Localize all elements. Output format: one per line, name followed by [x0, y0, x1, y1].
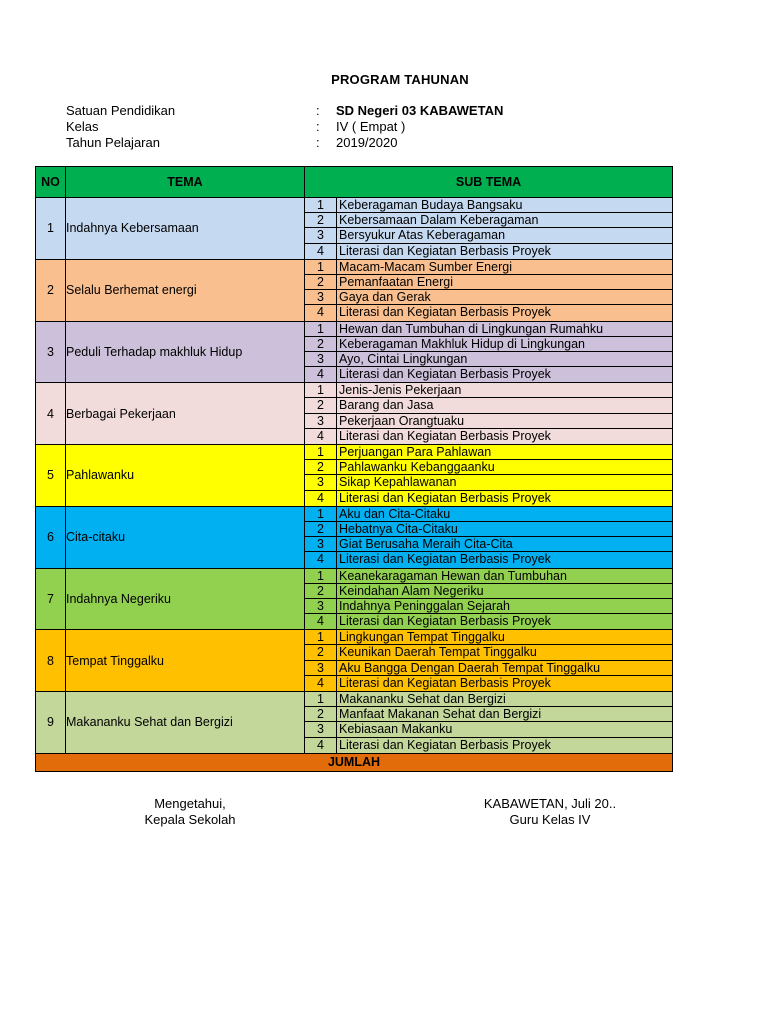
- signature-left-line2: Kepala Sekolah: [144, 812, 236, 827]
- sub-tema-number: 1: [305, 630, 337, 644]
- table-header-row: [36, 167, 673, 198]
- sub-tema-number: 4: [305, 552, 337, 567]
- sub-tema-text: Perjuangan Para Pahlawan: [339, 445, 492, 459]
- program-table: [35, 166, 673, 772]
- sub-tema-number: 1: [305, 383, 337, 397]
- table-row: [36, 198, 673, 260]
- tema-number: 6: [36, 506, 66, 568]
- tema-number: 7: [36, 568, 66, 630]
- sub-tema-text: Pemanfaatan Energi: [339, 274, 453, 289]
- tema-number: 5: [36, 445, 66, 507]
- header-sub-tema: SUB TEMA: [305, 167, 673, 198]
- tema-number: 4: [36, 383, 66, 445]
- sub-tema-item: [305, 337, 672, 352]
- table-row: [36, 630, 673, 692]
- sub-tema-item: [305, 552, 672, 567]
- info-colon: :: [316, 135, 320, 150]
- sub-tema-text: Hebatnya Cita-Citaku: [339, 521, 458, 536]
- sub-tema-text: Ayo, Cintai Lingkungan: [339, 351, 468, 366]
- tema-number: 8: [36, 630, 66, 692]
- sub-tema-item: [305, 228, 672, 243]
- sub-tema-number: 1: [305, 507, 337, 521]
- info-colon: :: [316, 119, 320, 134]
- sub-tema-item: [305, 599, 672, 614]
- tema-name: Pahlawanku: [66, 445, 305, 507]
- sub-tema-number: 1: [305, 692, 337, 706]
- tema-name: Selalu Berhemat energi: [66, 259, 305, 321]
- table-row: [36, 506, 673, 568]
- jumlah-cell: JUMLAH: [36, 753, 673, 771]
- signature-left-line1: Mengetahui,: [154, 796, 226, 811]
- sub-tema-text: Kebiasaan Makanku: [339, 722, 453, 737]
- sub-tema-item: [305, 275, 672, 290]
- sub-tema-item: [305, 676, 672, 691]
- table-body: [36, 198, 673, 754]
- page-title: PROGRAM TAHUNAN: [331, 72, 469, 87]
- sub-tema-item: [305, 522, 672, 537]
- sub-tema-number: 4: [305, 429, 337, 444]
- sub-tema-number: 3: [305, 661, 337, 675]
- sub-tema-text: Barang dan Jasa: [339, 398, 434, 413]
- sub-tema-number: 3: [305, 537, 337, 551]
- sub-tema-list: [305, 198, 673, 260]
- sub-tema-number: 2: [305, 337, 337, 351]
- sub-tema-text: Aku Bangga Dengan Daerah Tempat Tinggalku: [339, 660, 601, 675]
- sub-tema-text: Indahnya Peninggalan Sejarah: [339, 598, 510, 613]
- tema-name: Makananku Sehat dan Bergizi: [66, 692, 305, 754]
- sub-tema-list: [305, 506, 673, 568]
- sub-tema-text: Literasi dan Kegiatan Berbasis Proyek: [339, 305, 551, 320]
- sub-tema-item: [305, 707, 672, 722]
- table-row: [36, 445, 673, 507]
- sub-tema-item: [305, 367, 672, 382]
- sub-tema-number: 3: [305, 475, 337, 489]
- table-row: [36, 568, 673, 630]
- sub-tema-text: Macam-Macam Sumber Energi: [339, 259, 512, 274]
- sub-tema-number: 1: [305, 198, 337, 212]
- sub-tema-text: Aku dan Cita-Citaku: [339, 506, 451, 521]
- sub-tema-text: Literasi dan Kegiatan Berbasis Proyek: [339, 675, 551, 690]
- school-info: [66, 103, 503, 151]
- sub-tema-text: Lingkungan Tempat Tinggalku: [339, 630, 505, 645]
- sub-tema-number: 1: [305, 569, 337, 583]
- sub-tema-list: [305, 445, 673, 507]
- info-row-kelas: [66, 119, 503, 135]
- sub-tema-list: [305, 630, 673, 692]
- sub-tema-text: Keunikan Daerah Tempat Tinggalku: [339, 645, 537, 660]
- tema-name: Berbagai Pekerjaan: [66, 383, 305, 445]
- sub-tema-text: Pahlawanku Kebanggaanku: [339, 460, 495, 475]
- sub-tema-text: Literasi dan Kegiatan Berbasis Proyek: [339, 737, 551, 752]
- sub-tema-item: [305, 445, 672, 460]
- sub-tema-number: 2: [305, 522, 337, 536]
- sub-tema-list: [305, 568, 673, 630]
- sub-tema-number: 2: [305, 707, 337, 721]
- sub-tema-list: [305, 259, 673, 321]
- sub-tema-number: 2: [305, 460, 337, 474]
- sub-tema-item: [305, 383, 672, 398]
- sub-tema-number: 3: [305, 414, 337, 428]
- sub-tema-number: 1: [305, 322, 337, 336]
- sub-tema-item: [305, 475, 672, 490]
- table-row: [36, 259, 673, 321]
- sub-tema-number: 1: [305, 260, 337, 274]
- tema-name: Indahnya Negeriku: [66, 568, 305, 630]
- sub-tema-number: 3: [305, 352, 337, 366]
- info-value: 2019/2020: [336, 135, 398, 150]
- sub-tema-item: [305, 305, 672, 320]
- sub-tema-item: [305, 630, 672, 645]
- sub-tema-item: [305, 213, 672, 228]
- signature-right: [440, 796, 660, 828]
- sub-tema-item: [305, 460, 672, 475]
- sub-tema-text: Sikap Kepahlawanan: [339, 475, 457, 490]
- sub-tema-item: [305, 645, 672, 660]
- info-row-satuan: [66, 103, 503, 119]
- sub-tema-number: 3: [305, 722, 337, 736]
- sub-tema-item: [305, 722, 672, 737]
- sub-tema-number: 3: [305, 228, 337, 242]
- sub-tema-number: 2: [305, 584, 337, 598]
- sub-tema-text: Giat Berusaha Meraih Cita-Cita: [339, 537, 513, 552]
- sub-tema-item: [305, 584, 672, 599]
- info-label: Satuan Pendidikan: [66, 103, 176, 118]
- table-row: [36, 321, 673, 383]
- sub-tema-item: [305, 738, 672, 753]
- tema-number: 9: [36, 692, 66, 754]
- sub-tema-text: Gaya dan Gerak: [339, 290, 431, 305]
- sub-tema-item: [305, 322, 672, 337]
- sub-tema-text: Literasi dan Kegiatan Berbasis Proyek: [339, 428, 551, 443]
- sub-tema-number: 2: [305, 275, 337, 289]
- sub-tema-item: [305, 614, 672, 629]
- signature-right-line1: KABAWETAN, Juli 20..: [483, 796, 617, 811]
- sub-tema-number: 4: [305, 305, 337, 320]
- sub-tema-item: [305, 491, 672, 506]
- sub-tema-item: [305, 692, 672, 707]
- sub-tema-number: 2: [305, 398, 337, 412]
- sub-tema-text: Hewan dan Tumbuhan di Lingkungan Rumahku: [339, 321, 604, 336]
- sub-tema-text: Keberagaman Budaya Bangsaku: [339, 198, 523, 212]
- sub-tema-text: Makananku Sehat dan Bergizi: [339, 692, 506, 706]
- table-row: [36, 692, 673, 754]
- sub-tema-list: [305, 321, 673, 383]
- sub-tema-text: Literasi dan Kegiatan Berbasis Proyek: [339, 490, 551, 505]
- sub-tema-text: Literasi dan Kegiatan Berbasis Proyek: [339, 552, 551, 567]
- table-row: [36, 383, 673, 445]
- sub-tema-list: [305, 383, 673, 445]
- table-footer-row: [36, 753, 673, 771]
- sub-tema-text: Manfaat Makanan Sehat dan Bergizi: [339, 707, 542, 722]
- signature-right-line2: Guru Kelas IV: [509, 812, 591, 827]
- info-colon: :: [316, 103, 320, 118]
- sub-tema-number: 2: [305, 213, 337, 227]
- sub-tema-item: [305, 260, 672, 275]
- tema-number: 3: [36, 321, 66, 383]
- sub-tema-text: Jenis-Jenis Pekerjaan: [339, 383, 462, 398]
- header-tema: TEMA: [66, 167, 305, 198]
- sub-tema-list: [305, 692, 673, 754]
- info-row-tahun: [66, 135, 503, 151]
- tema-name: Peduli Terhadap makhluk Hidup: [66, 321, 305, 383]
- sub-tema-number: 4: [305, 676, 337, 691]
- sub-tema-number: 4: [305, 738, 337, 753]
- sub-tema-item: [305, 537, 672, 552]
- sub-tema-number: 3: [305, 599, 337, 613]
- signature-left: [110, 796, 270, 828]
- tema-name: Cita-citaku: [66, 506, 305, 568]
- sub-tema-text: Keindahan Alam Negeriku: [339, 583, 484, 598]
- sub-tema-text: Literasi dan Kegiatan Berbasis Proyek: [339, 243, 551, 258]
- sub-tema-item: [305, 290, 672, 305]
- sub-tema-number: 4: [305, 614, 337, 629]
- sub-tema-item: [305, 414, 672, 429]
- sub-tema-number: 4: [305, 367, 337, 382]
- info-value: IV ( Empat ): [336, 119, 406, 134]
- sub-tema-item: [305, 569, 672, 584]
- sub-tema-item: [305, 398, 672, 413]
- sub-tema-number: 1: [305, 445, 337, 459]
- sub-tema-text: Literasi dan Kegiatan Berbasis Proyek: [339, 614, 551, 629]
- tema-number: 1: [36, 198, 66, 260]
- sub-tema-item: [305, 352, 672, 367]
- sub-tema-text: Keberagaman Makhluk Hidup di Lingkungan: [339, 336, 585, 351]
- sub-tema-number: 4: [305, 491, 337, 506]
- sub-tema-text: Kebersamaan Dalam Keberagaman: [339, 213, 539, 228]
- sub-tema-item: [305, 429, 672, 444]
- sub-tema-text: Keanekaragaman Hewan dan Tumbuhan: [339, 568, 567, 583]
- sub-tema-item: [305, 244, 672, 259]
- info-value: SD Negeri 03 KABAWETAN: [336, 103, 504, 118]
- tema-number: 2: [36, 259, 66, 321]
- sub-tema-text: Pekerjaan Orangtuaku: [339, 413, 465, 428]
- sub-tema-number: 3: [305, 290, 337, 304]
- sub-tema-item: [305, 198, 672, 213]
- tema-name: Indahnya Kebersamaan: [66, 198, 305, 260]
- info-label: Tahun Pelajaran: [66, 135, 160, 150]
- header-no: NO: [36, 167, 66, 198]
- sub-tema-item: [305, 507, 672, 522]
- info-label: Kelas: [66, 119, 99, 134]
- tema-name: Tempat Tinggalku: [66, 630, 305, 692]
- sub-tema-text: Literasi dan Kegiatan Berbasis Proyek: [339, 367, 551, 382]
- sub-tema-text: Bersyukur Atas Keberagaman: [339, 228, 506, 243]
- sub-tema-number: 2: [305, 645, 337, 659]
- sub-tema-number: 4: [305, 244, 337, 259]
- sub-tema-item: [305, 661, 672, 676]
